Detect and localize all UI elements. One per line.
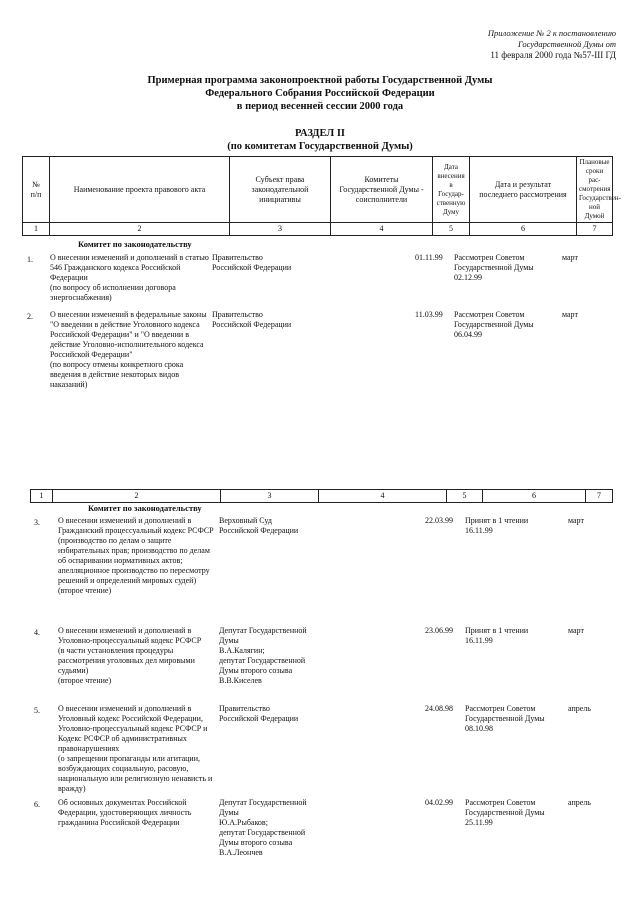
column-number: 3 xyxy=(221,490,319,503)
bill-name: О внесении изменений и дополнений в Уголовно-процессуальный кодекс РСФСР (в части установления процедуры рассмотрения уголовных дел мировыми судьями) (второе чтение) xyxy=(58,626,202,685)
bill-date: 23.06.99 xyxy=(425,626,453,635)
document-title xyxy=(0,74,640,113)
bill-name: О внесении изменений в федеральные законы "О введении в действие Уголовного кодекса Российской Федерации" и "О введении в действие Уголовно-исполнительного кодекса Российской Федерации" (по вопросу отмены конкретного срока введения в действие некоторых видов наказаний) xyxy=(50,310,207,389)
bill-result: Принят в 1 чтении 16.11.99 xyxy=(465,626,529,645)
committee-heading: Комитет по законодательству xyxy=(88,503,202,513)
header-num: № п/п xyxy=(23,157,50,223)
bill-result: Рассмотрен Советом Государственной Думы 06.04.99 xyxy=(454,310,534,339)
row-number: 1. xyxy=(27,255,33,264)
bill-name: О внесении изменений и дополнений в статью 546 Гражданского кодекса Российской Федерации (по вопросу об исполнении договора энергоснабжения) xyxy=(50,253,209,302)
bill-planned: апрель xyxy=(568,704,591,713)
bill-result: Рассмотрен Советом Государственной Думы 08.10.98 xyxy=(465,704,545,733)
column-number: 3 xyxy=(230,223,331,236)
column-number: 1 xyxy=(23,223,50,236)
column-number: 6 xyxy=(470,223,577,236)
table-header-continued xyxy=(30,489,613,503)
header-result: Дата и результат последнего рассмотрения xyxy=(470,157,577,223)
row-number: 3. xyxy=(34,518,40,527)
column-number: 4 xyxy=(331,223,433,236)
bill-subject: Верховный Суд Российской Федерации xyxy=(219,516,299,535)
bill-date: 24.08.98 xyxy=(425,704,453,713)
column-number: 4 xyxy=(319,490,447,503)
appendix-line-3: 11 февраля 2000 года №57-III ГД xyxy=(490,50,616,60)
column-number: 7 xyxy=(577,223,613,236)
committee-heading: Комитет по законодательству xyxy=(78,239,192,249)
header-planned: Плановые сроки рас- смотрения Государствен- ной Думой xyxy=(577,157,613,223)
bill-date: 01.11.99 xyxy=(415,253,443,262)
bill-result: Рассмотрен Советом Государственной Думы 25.11.99 xyxy=(465,798,545,827)
bill-result: Рассмотрен Советом Государственной Думы 02.12.99 xyxy=(454,253,534,282)
bill-planned: март xyxy=(568,516,584,525)
bill-date: 11.03.99 xyxy=(415,310,443,319)
bill-date: 22.03.99 xyxy=(425,516,453,525)
bill-name: Об основных документах Российской Федерации, удостоверяющих личность гражданина Российской Федерации xyxy=(58,798,192,827)
header-subject: Субъект права законодательной инициативы xyxy=(230,157,331,223)
bill-subject: Правительство Российской Федерации xyxy=(212,253,292,272)
bill-date: 04.02.99 xyxy=(425,798,453,807)
appendix-note xyxy=(386,28,616,61)
row-number: 5. xyxy=(34,706,40,715)
appendix-line-1: Приложение № 2 к постановлению xyxy=(487,28,616,38)
bill-name: О внесении изменений и дополнений в Уголовный кодекс Российской Федерации, Уголовно-процессуальный кодекс РСФСР и Кодекс РСФСР об административных правонарушениях (о запрещении пропаганды или агитации, возбуждающих социальную, расовую, национальную или религиозную ненависть и вражду) xyxy=(58,704,213,793)
appendix-line-2: Государственной Думы от xyxy=(517,39,616,49)
row-number: 2. xyxy=(27,312,33,321)
bill-planned: март xyxy=(562,310,578,319)
column-number: 6 xyxy=(483,490,586,503)
row-number: 4. xyxy=(34,628,40,637)
table-header xyxy=(22,156,621,236)
column-number: 2 xyxy=(53,490,221,503)
title-line-1: Примерная программа законопроектной работы Государственной Думы xyxy=(147,75,493,86)
column-number: 2 xyxy=(50,223,230,236)
row-number: 6. xyxy=(34,800,40,809)
section-heading xyxy=(0,127,640,153)
column-number: 1 xyxy=(31,490,53,503)
bill-planned: март xyxy=(568,626,584,635)
bill-result: Принят в 1 чтении 16.11.99 xyxy=(465,516,529,535)
header-committees: Комитеты Государственной Думы - соисполнители xyxy=(331,157,433,223)
bill-planned: апрель xyxy=(568,798,591,807)
column-number: 5 xyxy=(447,490,483,503)
section-subtitle: (по комитетам Государственной Думы) xyxy=(227,141,413,152)
bill-planned: март xyxy=(562,253,578,262)
title-line-3: в период весенней сессии 2000 года xyxy=(236,101,404,112)
header-name: Наименование проекта правового акта xyxy=(50,157,230,223)
header-date: Дата внесения в Государ- ственную Думу xyxy=(433,157,470,223)
bill-subject: Правительство Российской Федерации xyxy=(212,310,292,329)
bill-subject: Правительство Российской Федерации xyxy=(219,704,299,723)
column-number: 7 xyxy=(586,490,613,503)
bill-subject: Депутат Государственной Думы Ю.А.Рыбаков; депутат Государственной Думы второго созыва В.А.Леончев xyxy=(219,798,307,857)
bill-name: О внесении изменений и дополнений в Гражданский процессуальный кодекс РСФСР (производство по делам о защите избирательных прав; производство по делам об оспаривании нормативных актов; апелляционное производство по пересмотру решений и определений мировых судей) (второе чтение) xyxy=(58,516,214,595)
column-number: 5 xyxy=(433,223,470,236)
title-line-2: Федерального Собрания Российской Федерации xyxy=(205,88,435,99)
bill-subject: Депутат Государственной Думы В.А.Калягин; депутат Государственной Думы второго созыва В.В.Киселев xyxy=(219,626,307,685)
section-title: РАЗДЕЛ II xyxy=(294,128,345,139)
